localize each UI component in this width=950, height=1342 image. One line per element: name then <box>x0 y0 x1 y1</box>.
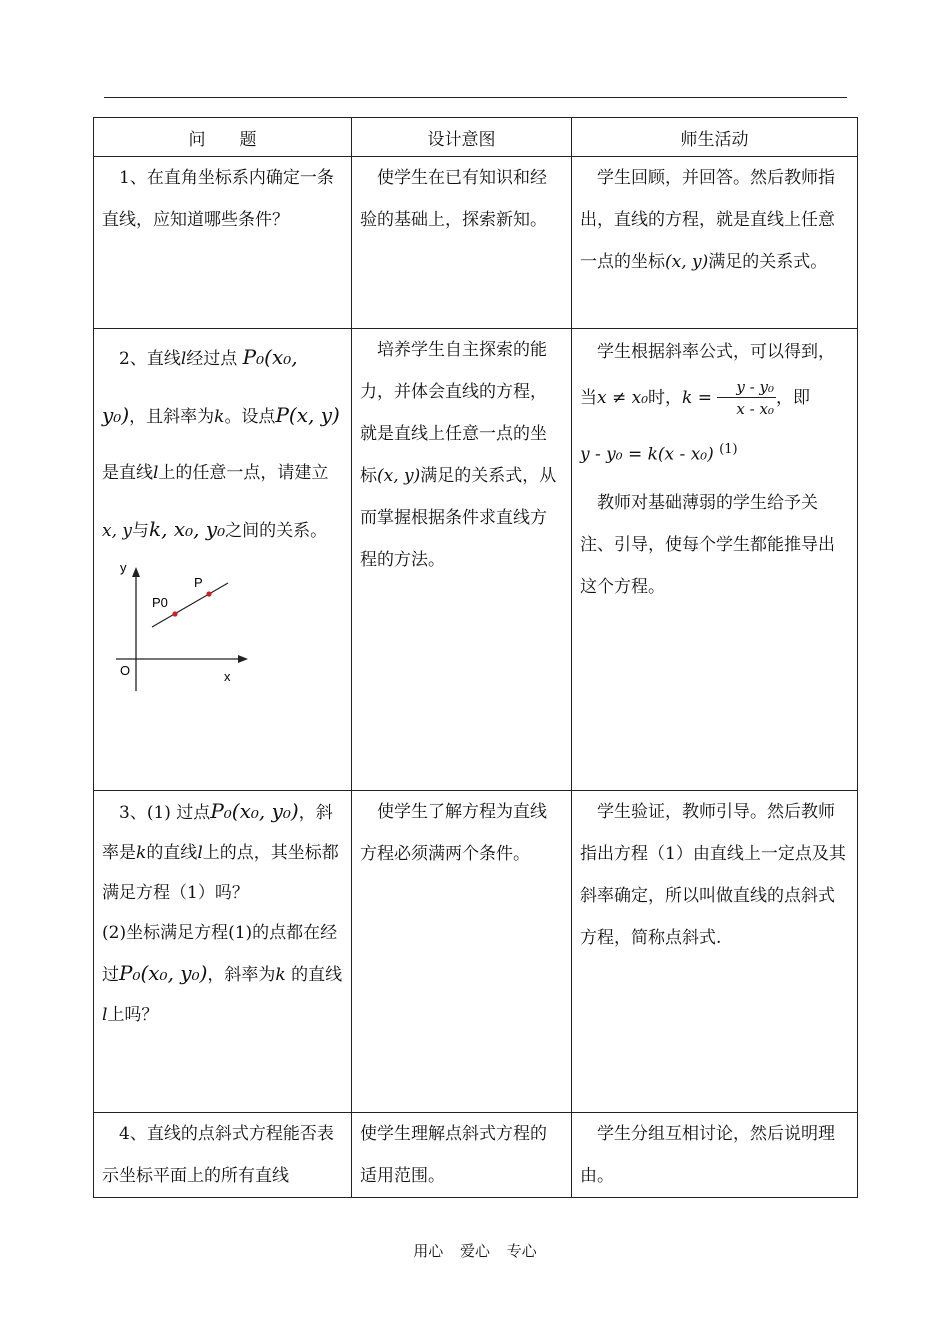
table-header-row <box>94 118 858 157</box>
row1-intent: 使学生在已有知识和经验的基础上，探索新知。 <box>352 157 572 329</box>
row2-intent: 培养学生自主探索的能力，并体会直线的方程，就是直线上任意一点的坐标(x, y)满足的关系式，从而掌握根据条件求直线方程的方法。 <box>352 329 572 791</box>
condition: x ≠ x₀ <box>597 388 649 408</box>
header-rule <box>104 97 847 98</box>
lesson-table <box>93 117 858 1198</box>
row4-question: 4、直线的点斜式方程能否表示坐标平面上的所有直线 <box>94 1113 352 1198</box>
row4-activity: 学生分组互相讨论，然后说明理由。 <box>572 1113 858 1198</box>
slope-fraction: $\frac{\text{y - y₀}}{\text{x - x₀}}$ <box>717 377 776 420</box>
p0-label: P0 <box>152 595 168 610</box>
row4-intent: 使学生理解点斜式方程的适用范围。 <box>352 1113 572 1198</box>
p-label: P <box>194 575 203 590</box>
page-footer: 用心 爱心 专心 <box>413 1242 537 1260</box>
xy-point: (x, y) <box>665 252 709 272</box>
header-question: 问 题 <box>94 118 352 157</box>
table-row <box>94 329 858 791</box>
row1-question: 1、在直角坐标系内确定一条直线，应知道哪些条件？ <box>94 157 352 329</box>
x-axis-label: x <box>224 669 231 684</box>
table-row <box>94 157 858 329</box>
p0-point-dot <box>172 611 177 616</box>
origin-label: O <box>120 663 131 678</box>
row3-intent: 使学生了解方程为直线方程必须满两个条件。 <box>352 791 572 1113</box>
p-point-dot <box>206 591 211 596</box>
table-row <box>94 1113 858 1198</box>
row2-activity: 学生根据斜率公式，可以得到，当x ≠ x₀时，k = $\frac{\text{y - y₀}}{\text{x - x₀}}$ ，即 y - y₀ = k(x - x₀) $^{(1)}$ 教师对基础薄弱的学生给予关注、引导，使每个学生都能推导出这个方程。 <box>572 329 858 791</box>
row2-question: 2、直线l经过点 P₀(x₀, y₀)，且斜率为k。设点P(x, y) 是直线l上的任意一点，请建立 x, y与k, x₀, y₀之间的关系。 y x O P P0 <box>94 329 352 791</box>
row3-question: 3、(1) 过点P₀(x₀, y₀)，斜率是k的直线l上的点，其坐标都满足方程（1）吗？ (2)坐标满足方程(1)的点都在经过P₀(x₀, y₀)，斜率为k 的直线l上吗？ <box>94 791 352 1113</box>
header-intent: 设计意图 <box>352 118 572 157</box>
row3-activity: 学生验证，教师引导。然后教师指出方程（1）由直线上一定点及其斜率确定，所以叫做直线的点斜式方程，简称点斜式. <box>572 791 858 1113</box>
x-axis-arrow <box>238 655 248 663</box>
header-activity: 师生活动 <box>572 118 858 157</box>
p0-point: P₀(x₀, y₀) <box>102 345 298 427</box>
coordinate-figure <box>108 563 258 693</box>
point-slope-equation: y - y₀ = k(x - x₀) <box>580 444 714 465</box>
table-row <box>94 791 858 1113</box>
y-axis-label: y <box>120 563 127 575</box>
row1-activity: 学生回顾，并回答。然后教师指出，直线的方程，就是直线上任意一点的坐标(x, y)满足的关系式。 <box>572 157 858 329</box>
y-axis-arrow <box>132 567 140 577</box>
